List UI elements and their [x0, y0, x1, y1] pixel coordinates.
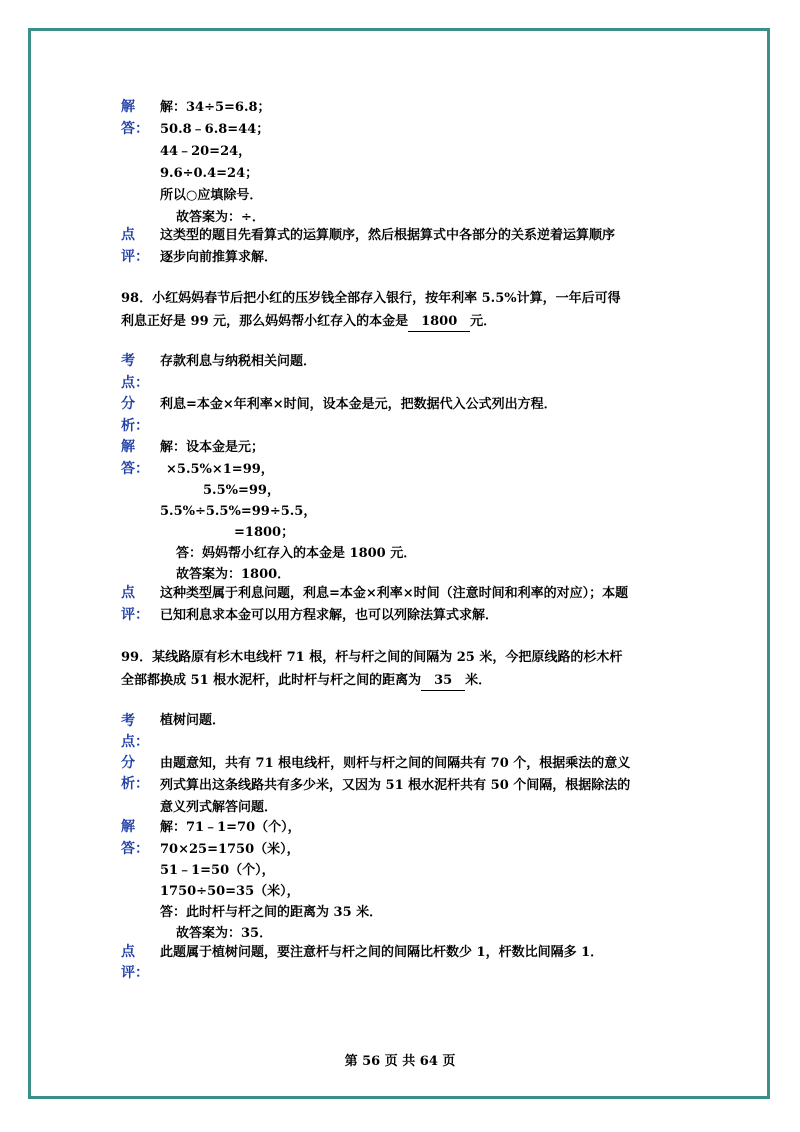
b1-comment-1: 这类型的题目先看算式的运算顺序，然后根据算式中各部分的关系逆着运算顺序	[160, 228, 616, 243]
q99-line-2	[121, 672, 491, 691]
q99-label-fen: 分	[121, 755, 135, 771]
q98-line-2-post: 元．	[470, 314, 497, 329]
q98-dianping-1: 这种类型属于利息问题，利息=本金×利率×时间（注意时间和利率的对应）；本题	[160, 586, 629, 601]
label-ping: 评：	[121, 249, 149, 265]
q98-label-xi: 析：	[121, 418, 149, 434]
q98-label-fen: 分	[121, 396, 135, 412]
q98-dianping-2: 已知利息求本金可以用方程求解，也可以列除法算式求解．	[160, 608, 499, 623]
q99-label-xi: 析：	[121, 776, 149, 792]
q98-kaodian: 存款利息与纳税相关问题．	[160, 354, 317, 369]
q98-jieda-7: 故答案为：1800．	[176, 567, 291, 582]
q99-fenxi-1: 由题意知，共有 71 根电线杆，则杆与杆之间的间隔共有 70 个，根据乘法的意义	[160, 756, 631, 771]
label-da: 答：	[121, 121, 149, 137]
q98-label-ping: 评：	[121, 607, 149, 623]
q99-fenxi-2: 列式算出这条线路共有多少米，又因为 51 根水泥杆共有 50 个间隔，根据除法的	[160, 778, 631, 793]
q99-jieda-2: 70×25=1750（米），	[160, 842, 300, 857]
b1-comment-2: 逐步向前推算求解．	[160, 250, 278, 265]
b1-line-4: 9.6÷0.4=24；	[160, 166, 259, 181]
b1-line-1: 解：34÷5=6.8；	[160, 100, 271, 115]
q99-jieda-1: 解：71﹣1=70（个），	[160, 820, 301, 835]
q98-fenxi: 利息=本金×年利率×时间，设本金是元，把数据代入公式列出方程．	[160, 397, 557, 412]
q98-line-2-pre: 利息正好是 99 元，那么妈妈帮小红存入的本金是	[121, 314, 409, 329]
q99-line-1: 99．某线路原有杉木电线杆 71 根，杆与杆之间的间隔为 25 米，今把原线路的杉木杆	[121, 650, 623, 665]
q99-label-dian2: 点	[121, 944, 135, 960]
q98-jieda-6: 答：妈妈帮小红存入的本金是 1800 元．	[176, 546, 417, 561]
q98-label-kao: 考	[121, 353, 135, 369]
q99-label-jie: 解	[121, 819, 135, 835]
q99-line-2-pre: 全部都换成 51 根水泥杆，此时杆与杆之间的距离为	[121, 673, 422, 688]
q99-label-ping: 评：	[121, 965, 149, 981]
q99-kaodian: 植树问题．	[160, 713, 226, 728]
q98-label-jie: 解	[121, 439, 135, 455]
q99-fenxi-3: 意义列式解答问题．	[160, 800, 278, 815]
q98-jieda-5: =1800；	[234, 525, 295, 540]
q99-jieda-5: 答：此时杆与杆之间的距离为 35 米．	[160, 905, 383, 920]
b1-line-5: 所以○应填除号．	[160, 188, 263, 203]
q99-label-da: 答：	[121, 841, 149, 857]
q98-label-dian2: 点	[121, 585, 135, 601]
q98-label-da: 答：	[121, 461, 149, 477]
q99-jieda-4: 1750÷50=35（米），	[160, 884, 300, 899]
q99-answer: 35	[421, 672, 465, 691]
q99-label-kao: 考	[121, 713, 135, 729]
page-footer: 第 56 页 共 64 页	[344, 1054, 456, 1069]
b1-line-3: 44﹣20=24，	[160, 144, 252, 159]
label-jie: 解	[121, 99, 135, 115]
q98-jieda-1: 解：设本金是元；	[160, 440, 265, 455]
q98-line-2	[121, 313, 496, 332]
q99-dianping: 此题属于植树问题，要注意杆与杆之间的间隔比杆数少 1，杆数比间隔多 1．	[160, 945, 604, 960]
q99-label-dian: 点：	[121, 734, 149, 750]
q98-jieda-2: ×5.5%×1=99，	[166, 462, 274, 477]
q99-jieda-3: 51﹣1=50（个），	[160, 863, 275, 878]
q98-label-dian: 点：	[121, 375, 149, 391]
q99-line-2-post: 米．	[465, 673, 492, 688]
page-border	[28, 28, 770, 1099]
label-dian: 点	[121, 227, 135, 243]
q98-jieda-4: 5.5%÷5.5%=99÷5.5，	[160, 504, 317, 519]
q98-jieda-3: 5.5%=99，	[203, 483, 280, 498]
b1-line-2: 50.8﹣6.8=44；	[160, 122, 270, 137]
q99-jieda-6: 故答案为：35．	[176, 926, 273, 941]
b1-line-6: 故答案为：÷．	[176, 210, 265, 225]
q98-answer: 1800	[408, 313, 470, 332]
q98-line-1: 98．小红妈妈春节后把小红的压岁钱全部存入银行，按年利率 5.5%计算，一年后可得	[121, 291, 621, 306]
